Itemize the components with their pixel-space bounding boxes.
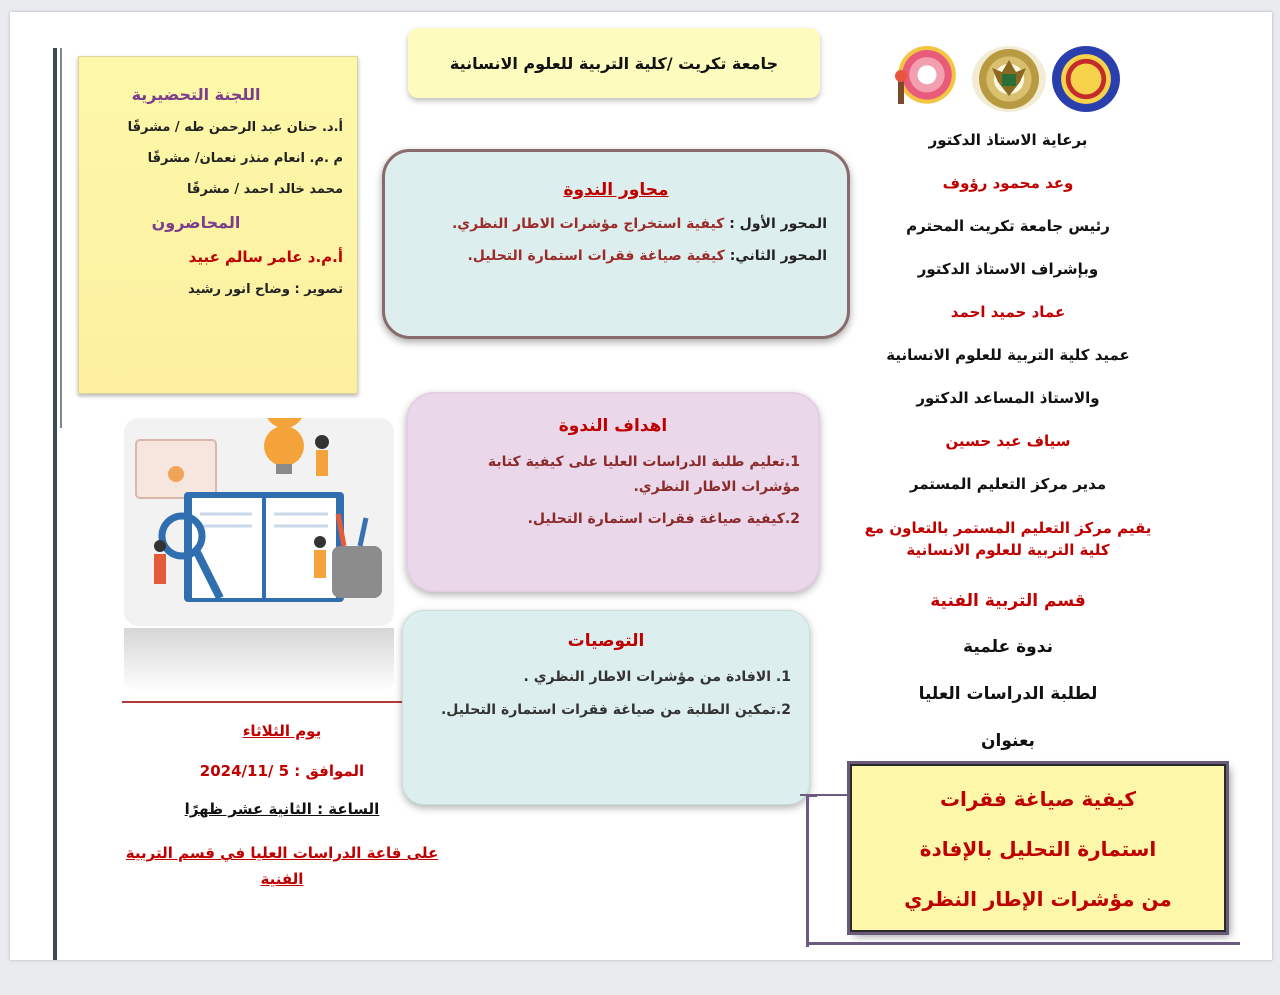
committee-box bbox=[78, 56, 358, 394]
sponsor-name: عماد حميد احمد bbox=[950, 303, 1066, 321]
education-illustration bbox=[124, 418, 394, 626]
axis-key: المحور الثاني: bbox=[729, 248, 827, 264]
sponsor-line: رئيس جامعة تكريت المحترم bbox=[906, 217, 1110, 235]
seminar-type: ندوة علمية bbox=[963, 637, 1053, 657]
event-day: يوم الثلاثاء bbox=[242, 722, 322, 740]
seminar-title-line: استمارة التحليل بالإفادة bbox=[919, 837, 1157, 861]
seminar-title-line: كيفية صياغة فقرات bbox=[939, 787, 1137, 811]
committee-heading: اللجنة التحضيرية bbox=[131, 85, 261, 104]
event-venue: على قاعة الدراسات العليا في قسم التربية الفنية bbox=[125, 844, 439, 888]
left-vertical-line bbox=[53, 48, 57, 960]
goals-box bbox=[406, 392, 820, 592]
axes-box bbox=[382, 149, 850, 339]
center-logo-icon bbox=[890, 46, 964, 110]
illustration-reflection bbox=[124, 628, 394, 692]
lecturers-heading: المحاضرون bbox=[151, 213, 241, 232]
title-frame-bottom bbox=[806, 942, 1240, 945]
iraq-emblem-icon bbox=[972, 46, 1046, 112]
axis-item bbox=[405, 248, 827, 264]
sponsor-line: والاستاذ المساعد الدكتور bbox=[916, 389, 1100, 407]
goal-item: 1.تعليم طلبة الدراسات العليا على كيفية كتابة مؤشرات الاطار النظري. bbox=[487, 454, 800, 495]
audience: لطلبة الدراسات العليا bbox=[918, 684, 1098, 704]
committee-member: أ.د. حنان عبد الرحمن طه / مشرفًا bbox=[127, 120, 343, 135]
title-intro: بعنوان bbox=[981, 731, 1035, 751]
seminar-title-line: من مؤشرات الإطار النظري bbox=[904, 887, 1172, 911]
sponsor-line: عميد كلية التربية للعلوم الانسانية bbox=[886, 346, 1130, 364]
torch-icon bbox=[890, 46, 964, 110]
university-seal-icon bbox=[1052, 46, 1120, 112]
goal-item: 2.كيفية صياغة فقرات استمارة التحليل. bbox=[527, 511, 800, 527]
event-date-block bbox=[122, 722, 442, 892]
sponsor-line: وبإشراف الاستاذ الدكتور bbox=[917, 260, 1099, 278]
lecturer-name: أ.م.د عامر سالم عبيد bbox=[188, 248, 343, 266]
axis-item bbox=[405, 216, 827, 232]
recommendations-title: التوصيات bbox=[567, 631, 645, 651]
committee-member: م .م. انعام منذر نعمان/ مشرفًا bbox=[147, 151, 343, 166]
axes-title: محاور الندوة bbox=[563, 180, 669, 200]
recommendation-item: 2.تمكين الطلبة من صياغة فقرات استمارة التحليل. bbox=[440, 701, 791, 718]
recommendation-item: 1. الافادة من مؤشرات الاطار النظري . bbox=[523, 669, 791, 685]
title-frame-decoration bbox=[806, 794, 817, 947]
sponsor-line: مدير مركز التعليم المستمر bbox=[909, 475, 1107, 493]
committee-member: محمد خالد احمد / مشرفًا bbox=[187, 182, 343, 197]
event-time: الساعة : الثانية عشر ظهرًا bbox=[184, 800, 380, 818]
department-name: قسم التربية الفنية bbox=[930, 591, 1086, 611]
eagle-icon bbox=[972, 46, 1046, 112]
books-illustration-icon bbox=[124, 418, 394, 626]
left-vertical-line-thin bbox=[60, 48, 62, 428]
sponsor-name: سياف عبد حسين bbox=[945, 432, 1071, 450]
sponsor-line: برعاية الاستاذ الدكتور bbox=[928, 131, 1088, 149]
poster-page bbox=[10, 12, 1272, 960]
photographer: تصوير : وضاح انور رشيد bbox=[187, 282, 343, 297]
recommendations-box bbox=[402, 610, 810, 805]
axis-key: المحور الأول : bbox=[729, 216, 827, 232]
axis-value: كيفية صياغة فقرات استمارة التحليل. bbox=[467, 248, 725, 264]
sponsor-name: وعد محمود رؤوف bbox=[942, 174, 1074, 192]
sponsorship-column bbox=[858, 126, 1158, 774]
page-title bbox=[408, 28, 820, 98]
event-date: الموافق : 5 /2024/11 bbox=[199, 762, 365, 780]
seminar-title-box bbox=[850, 764, 1226, 932]
connector-line bbox=[800, 794, 848, 796]
axis-value: كيفية استخراج مؤشرات الاطار النظري. bbox=[451, 216, 725, 232]
header-title: جامعة تكريت /كلية التربية للعلوم الانسانية bbox=[449, 53, 779, 73]
divider bbox=[122, 701, 406, 703]
goals-title: اهداف الندوة bbox=[558, 416, 668, 436]
cooperation-text: يقيم مركز التعليم المستمر بالتعاون مع كلية التربية للعلوم الانسانية bbox=[864, 519, 1152, 559]
